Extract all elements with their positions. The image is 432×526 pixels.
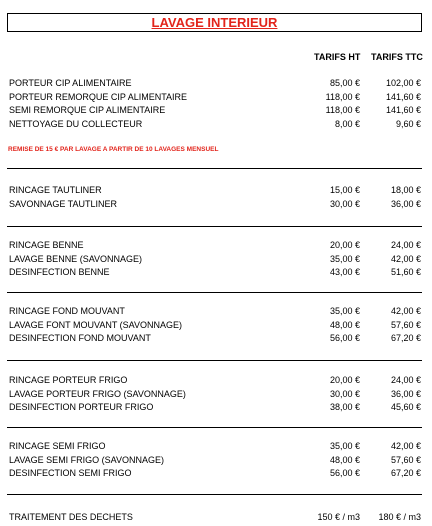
price-ht: 85,00 € [329, 78, 360, 88]
service-label: PORTEUR CIP ALIMENTAIRE [9, 78, 132, 88]
service-label: SAVONNAGE TAUTLINER [9, 198, 118, 209]
service-label: LAVAGE PORTEUR FRIGO (SAVONNAGE) [9, 388, 186, 399]
price-ht: 15,00 € [329, 185, 360, 195]
page-title: LAVAGE INTERIEUR [151, 15, 278, 30]
section-divider [7, 168, 422, 169]
price-row [9, 401, 424, 413]
price-ttc: 57,60 € [390, 454, 421, 465]
price-ttc: 141,60 € [385, 91, 421, 102]
price-row [9, 374, 424, 386]
price-row [9, 77, 424, 89]
price-ht: 20,00 € [329, 375, 360, 385]
service-label: RINCAGE TAUTLINER [9, 185, 102, 195]
price-ttc: 45,60 € [390, 402, 421, 412]
price-ttc: 42,00 € [390, 306, 421, 316]
price-ht: 35,00 € [329, 253, 360, 264]
price-row [9, 184, 424, 196]
price-row [9, 104, 424, 116]
price-row [9, 266, 424, 278]
section-divider [7, 427, 422, 428]
service-label: DESINFECTION BENNE [9, 267, 110, 277]
service-label: RINCAGE SEMI FRIGO [9, 441, 106, 451]
service-label: DESINFECTION SEMI FRIGO [9, 468, 132, 478]
service-label: LAVAGE FONT MOUVANT (SAVONNAGE) [9, 319, 183, 330]
price-ttc: 180 € / m3 [378, 512, 421, 522]
price-row [9, 239, 424, 251]
section-divider [7, 494, 422, 495]
price-ht: 35,00 € [329, 441, 360, 451]
service-label: PORTEUR REMORQUE CIP ALIMENTAIRE [9, 91, 188, 102]
price-row [9, 511, 424, 523]
service-label: NETTOYAGE DU COLLECTEUR [9, 118, 143, 129]
price-ttc: 51,60 € [390, 267, 421, 277]
header-tarifs-ht: TARIFS HT [314, 52, 361, 62]
service-label: DESINFECTION FOND MOUVANT [9, 333, 151, 343]
price-ht: 8,00 € [334, 118, 360, 129]
price-ht: 43,00 € [329, 267, 360, 277]
section-divider [7, 226, 422, 227]
section-divider [7, 292, 422, 293]
service-label: RINCAGE PORTEUR FRIGO [9, 375, 128, 385]
service-label: LAVAGE BENNE (SAVONNAGE) [9, 253, 143, 264]
price-ttc: 102,00 € [385, 78, 421, 88]
price-ht: 118,00 € [325, 91, 360, 102]
price-row [9, 305, 424, 317]
price-ht: 48,00 € [329, 454, 360, 465]
price-ht: 118,00 € [325, 105, 360, 115]
price-ht: 38,00 € [329, 402, 360, 412]
price-row [9, 91, 424, 103]
price-ttc: 9,60 € [395, 118, 421, 129]
price-row [9, 332, 424, 344]
service-label: TRAITEMENT DES DECHETS [9, 512, 133, 522]
price-row [9, 319, 424, 331]
price-ttc: 42,00 € [390, 253, 421, 264]
price-ttc: 36,00 € [390, 198, 421, 209]
price-ttc: 24,00 € [390, 240, 421, 250]
service-label: SEMI REMORQUE CIP ALIMENTAIRE [9, 105, 166, 115]
price-row [9, 118, 424, 130]
price-ttc: 57,60 € [390, 319, 421, 330]
price-ht: 56,00 € [329, 468, 360, 478]
price-ttc: 36,00 € [390, 388, 421, 399]
price-row [9, 440, 424, 452]
price-row [9, 454, 424, 466]
price-ht: 35,00 € [329, 306, 360, 316]
price-ht: 56,00 € [329, 333, 360, 343]
price-ht: 30,00 € [329, 388, 360, 399]
service-label: RINCAGE FOND MOUVANT [9, 306, 125, 316]
header-tarifs-ttc: TARIFS TTC [371, 52, 423, 62]
price-ttc: 24,00 € [390, 375, 421, 385]
service-label: DESINFECTION PORTEUR FRIGO [9, 402, 154, 412]
price-ttc: 67,20 € [390, 333, 421, 343]
price-ht: 20,00 € [329, 240, 360, 250]
section-divider [7, 360, 422, 361]
service-label: LAVAGE SEMI FRIGO (SAVONNAGE) [9, 454, 165, 465]
price-row [9, 467, 424, 479]
price-ttc: 42,00 € [390, 441, 421, 451]
price-ht: 30,00 € [329, 198, 360, 209]
page-title-box [7, 13, 422, 32]
price-ttc: 67,20 € [390, 468, 421, 478]
price-row [9, 253, 424, 265]
price-row [9, 198, 424, 210]
price-row [9, 388, 424, 400]
price-ttc: 141,60 € [385, 105, 421, 115]
discount-note: REMISE DE 15 € PAR LAVAGE A PARTIR DE 10 LAVAGES MENSUEL [8, 146, 219, 153]
service-label: RINCAGE BENNE [9, 240, 84, 250]
price-ht: 48,00 € [329, 319, 360, 330]
price-ht: 150 € / m3 [317, 512, 360, 522]
price-ttc: 18,00 € [390, 185, 421, 195]
